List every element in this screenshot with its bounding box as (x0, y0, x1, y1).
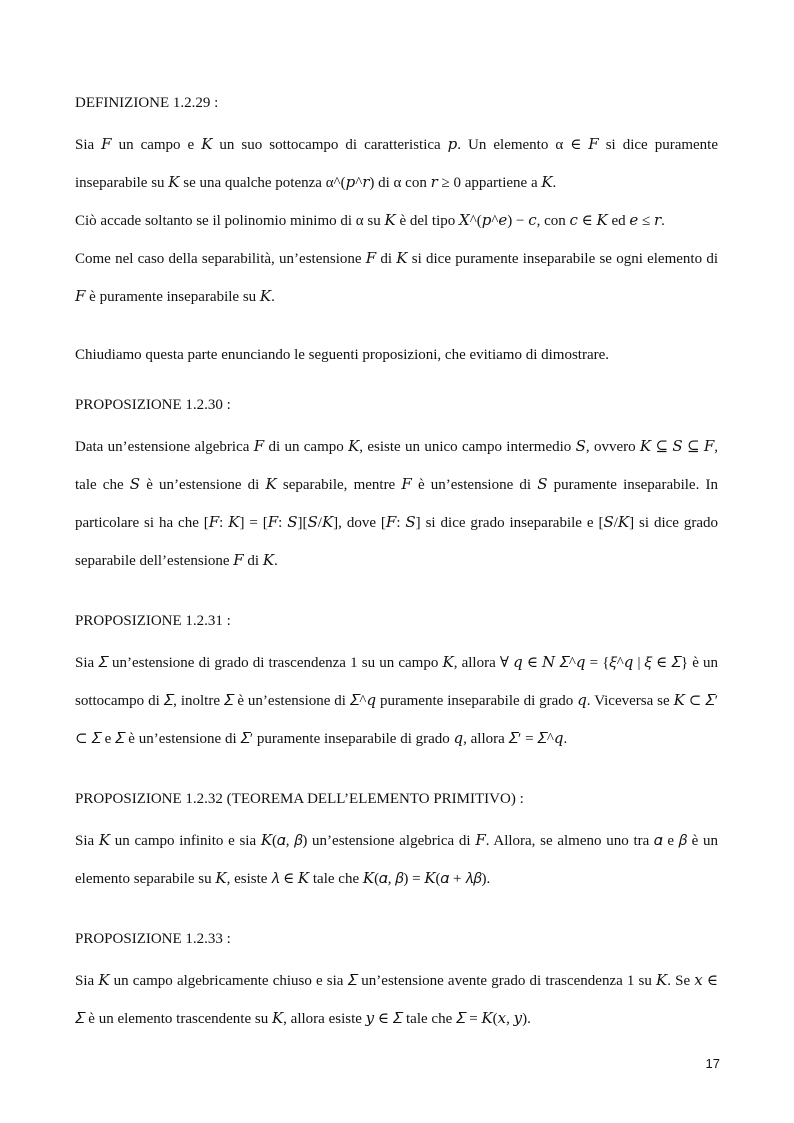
page-number: 17 (705, 1056, 720, 1071)
document-page (75, 92, 718, 1038)
proposition-heading: PROPOSIZIONE 1.2.32 (TEOREMA DELL’ELEMENTO PRIMITIVO) : (75, 791, 524, 807)
intro-text: Chiudiamo questa parte enunciando le seguenti proposizioni, che evitiamo di dimostrare. (75, 347, 610, 363)
definition-text: Sia 𝐹 un campo e 𝐾 un suo sottocampo di caratteristica 𝑝. Un elemento α ∈ 𝐹 si dice puramente inseparabile su 𝐾 se una qualche potenza α^(𝑝^𝑟) di α con 𝑟 ≥ 0 appartiene a 𝐾. (75, 137, 718, 191)
definition-condition: Ciò accade soltanto se il polinomio minimo di α su 𝐾 è del tipo 𝑋^(𝑝^𝑒) − 𝑐, con 𝑐 ∈ 𝐾 ed 𝑒 ≤ 𝑟. (75, 213, 665, 229)
proposition-text: Sia 𝐾 un campo infinito e sia 𝐾(𝛼, 𝛽) un’estensione algebrica di 𝐹. Allora, se almeno uno tra 𝛼 e 𝛽 è un elemento separabile su 𝐾, esiste 𝜆 ∈ 𝐾 tale che 𝐾(𝛼, 𝛽) = 𝐾(𝛼 + 𝜆𝛽). (75, 833, 718, 887)
proposition-heading: PROPOSIZIONE 1.2.31 : (75, 613, 231, 629)
definition-extension: Come nel caso della separabilità, un’estensione 𝐹 di 𝐾 si dice puramente inseparabile se ogni elemento di 𝐹 è puramente inseparabile su 𝐾. (75, 251, 718, 305)
proposition-heading: PROPOSIZIONE 1.2.33 : (75, 931, 231, 947)
proposition-heading: PROPOSIZIONE 1.2.30 : (75, 397, 231, 413)
proposition-text: Sia 𝛴 un’estensione di grado di trascendenza 1 su un campo 𝐾, allora ∀ 𝑞 ∈ 𝑁 𝛴^𝑞 = {𝜉^𝑞 | 𝜉 ∈ 𝛴} è un sottocampo di 𝛴, inoltre 𝛴 è un’estensione di 𝛴^𝑞 puramente inseparabile di grado 𝑞. Viceversa se 𝐾 ⊂ 𝛴′ ⊂ 𝛴 e 𝛴 è un’estensione di 𝛴′ puramente inseparabile di grado 𝑞, allora 𝛴′ = 𝛴^𝑞. (75, 655, 718, 747)
proposition-text: Sia 𝐾 un campo algebricamente chiuso e sia 𝛴 un’estensione avente grado di trascendenza 1 su 𝐾. Se 𝑥 ∈ 𝛴 è un elemento trascendente su 𝐾, allora esiste 𝑦 ∈ 𝛴 tale che 𝛴 = 𝐾(𝑥, 𝑦). (75, 973, 718, 1027)
definition-heading: DEFINIZIONE 1.2.29 : (75, 95, 219, 111)
proposition-text: Data un’estensione algebrica 𝐹 di un campo 𝐾, esiste un unico campo intermedio 𝑆, ovvero 𝐾 ⊆ 𝑆 ⊆ 𝐹, tale che 𝑆 è un’estensione di 𝐾 separabile, mentre 𝐹 è un’estensione di 𝑆 puramente inseparabile. In particolare si ha che [𝐹: 𝐾] = [𝐹: 𝑆][𝑆/𝐾], dove [𝐹: 𝑆] si dice grado inseparabile e [𝑆/𝐾] si dice grado separabile dell’estensione 𝐹 di 𝐾. (75, 439, 718, 569)
